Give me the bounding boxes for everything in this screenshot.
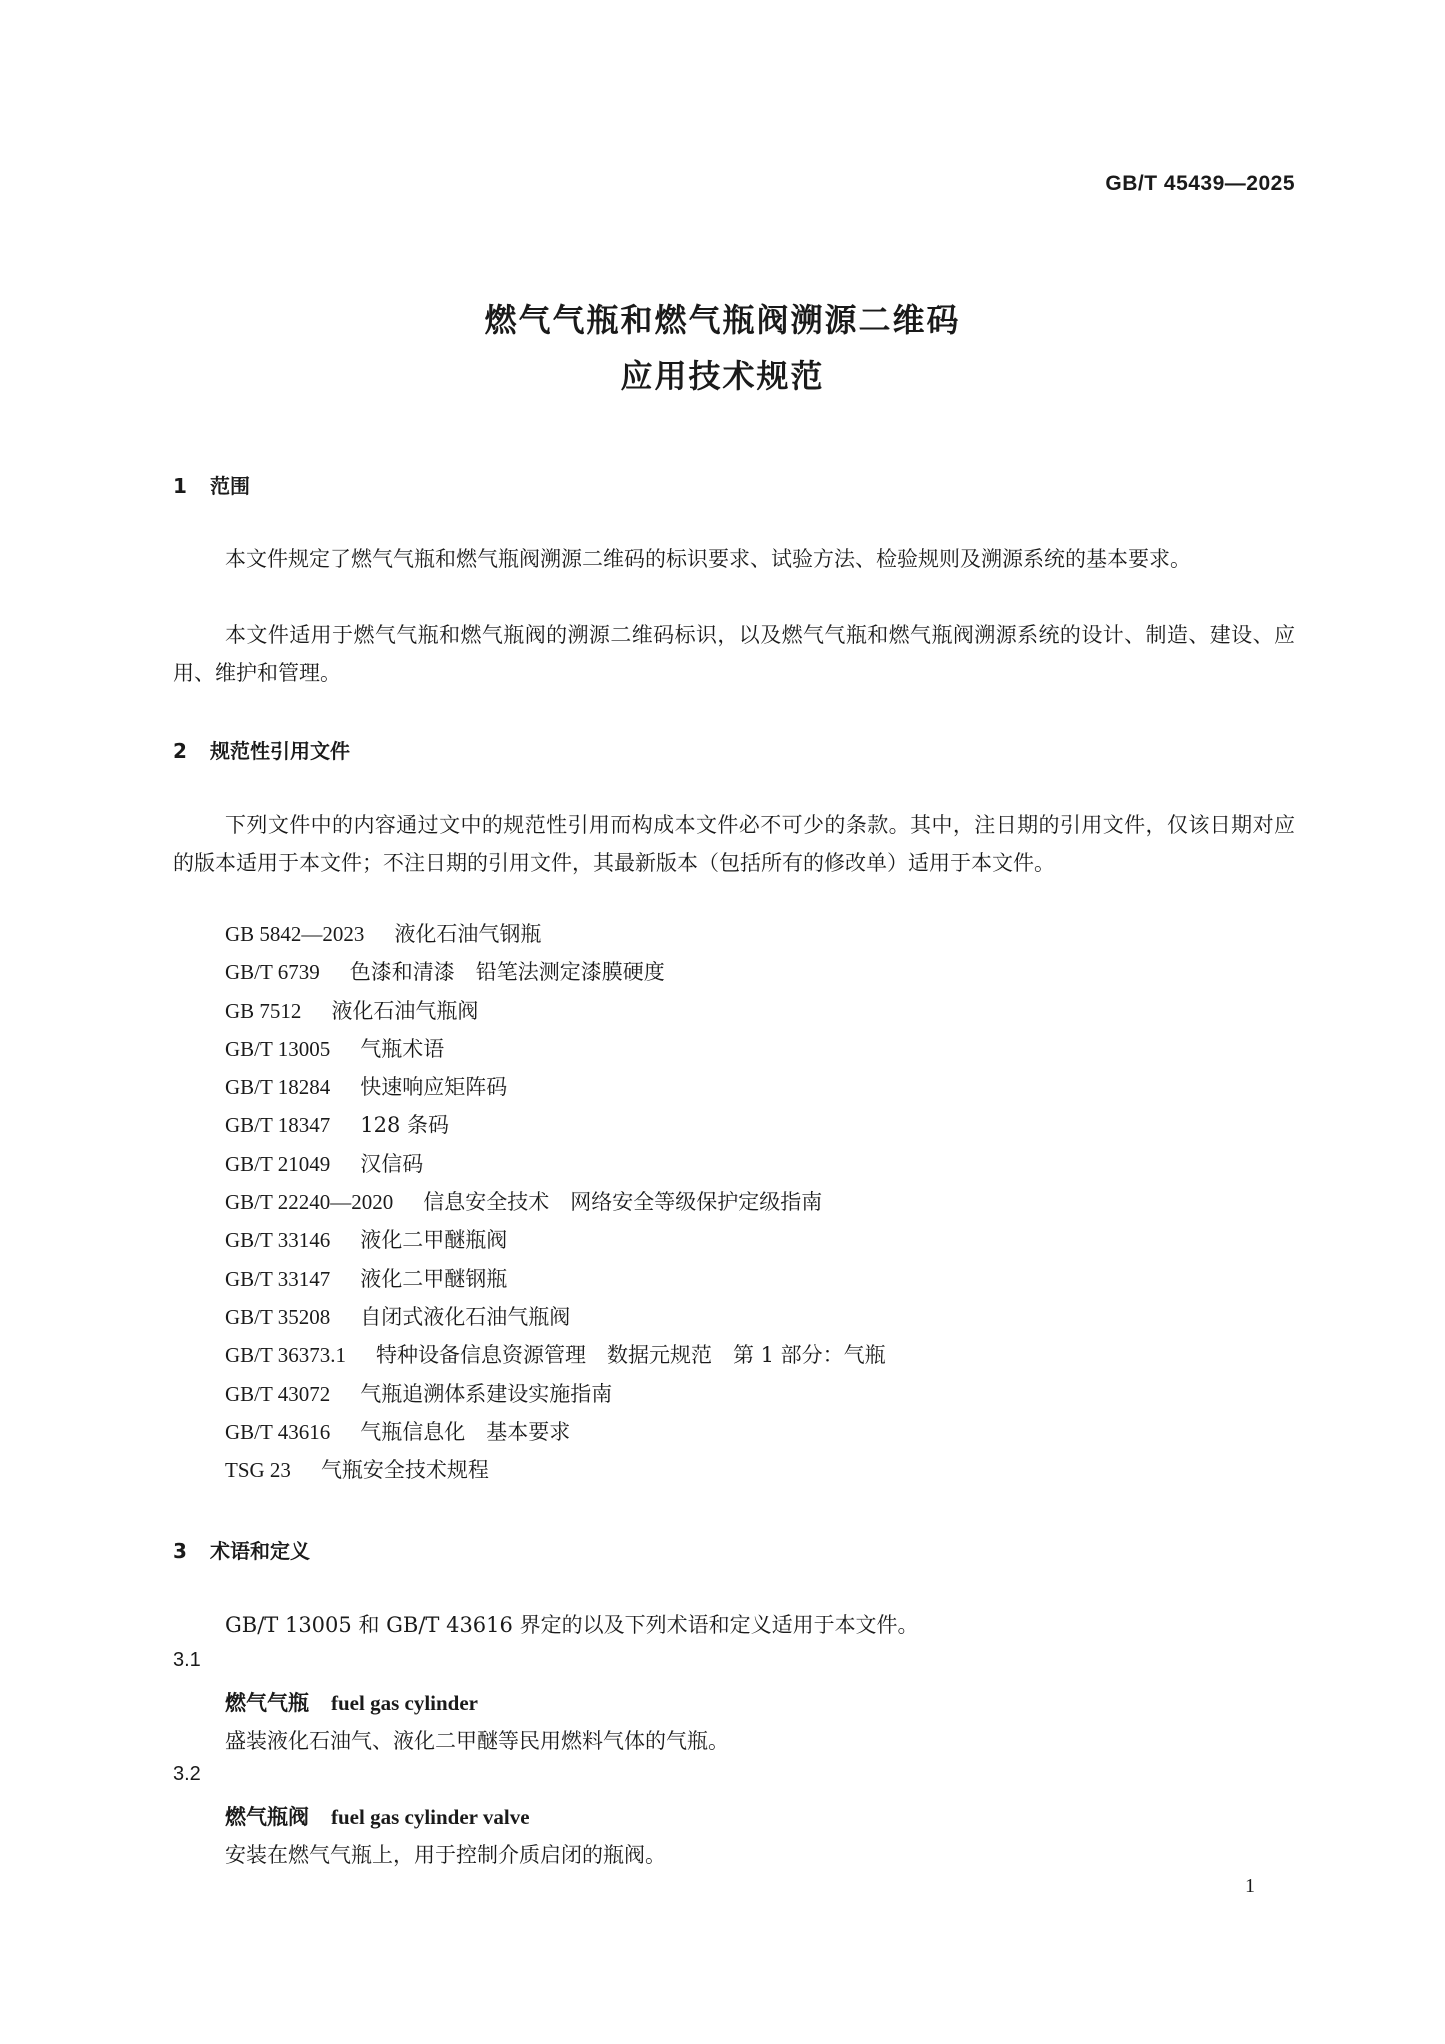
reference-code: GB/T 35208	[225, 1304, 331, 1329]
reference-title: 气瓶术语	[360, 1036, 445, 1061]
reference-item	[225, 1106, 886, 1144]
reference-item	[225, 1030, 886, 1068]
reference-title: 液化二甲醚钢瓶	[360, 1266, 508, 1291]
reference-title: 128 条码	[360, 1113, 449, 1138]
section-2-paragraph-1: 下列文件中的内容通过文中的规范性引用而构成本文件必不可少的条款。其中，注日期的引用文件，仅该日期对应的版本适用于本文件；不注日期的引用文件，其最新版本（包括所有的修改单）适用于本文件。	[173, 813, 1295, 875]
reference-item	[225, 1375, 886, 1413]
reference-title: 快速响应矩阵码	[360, 1075, 508, 1100]
reference-code: GB/T 43072	[225, 1381, 331, 1406]
page-number: 1	[1245, 1875, 1255, 1897]
section-number: 2	[173, 739, 187, 763]
reference-code: GB/T 33147	[225, 1266, 331, 1291]
reference-item	[225, 1221, 886, 1259]
term-number: 3.1	[173, 1649, 201, 1671]
reference-code: GB/T 18284	[225, 1075, 331, 1100]
reference-item	[225, 1145, 886, 1183]
reference-title: 气瓶信息化 基本要求	[360, 1419, 571, 1444]
reference-item	[225, 1413, 886, 1451]
reference-code: GB/T 6739	[225, 960, 320, 985]
reference-item	[225, 953, 886, 991]
term-definition: 盛装液化石油气、液化二甲醚等民用燃料气体的气瓶。	[225, 1729, 729, 1753]
reference-code: GB/T 13005	[225, 1036, 331, 1061]
reference-title: 液化石油气瓶阀	[331, 998, 479, 1023]
term-name	[225, 1801, 530, 1831]
reference-title: 特种设备信息资源管理 数据元规范 第 1 部分：气瓶	[375, 1343, 886, 1368]
title-line-1: 燃气气瓶和燃气瓶阀溯源二维码	[484, 301, 961, 339]
reference-title: 汉信码	[360, 1151, 424, 1176]
section-1-heading	[173, 470, 250, 499]
section-number: 1	[173, 474, 187, 498]
section-3-paragraph-1: GB/T 13005 和 GB/T 43616 界定的以及下列术语和定义适用于本文件。	[225, 1613, 919, 1637]
reference-item	[225, 1260, 886, 1298]
reference-title: 气瓶安全技术规程	[320, 1458, 489, 1483]
reference-item	[225, 1451, 886, 1489]
normative-references-list	[225, 915, 886, 1489]
section-title: 规范性引用文件	[210, 739, 350, 763]
reference-title: 色漆和清漆 铅笔法测定漆膜硬度	[349, 960, 665, 985]
reference-item	[225, 915, 886, 953]
reference-code: GB/T 21049	[225, 1151, 331, 1176]
section-2-heading	[173, 735, 350, 764]
term-number: 3.2	[173, 1763, 201, 1785]
section-title: 范围	[210, 474, 250, 498]
section-1-paragraph-2: 本文件适用于燃气气瓶和燃气瓶阀的溯源二维码标识，以及燃气气瓶和燃气瓶阀溯源系统的设计、制造、建设、应用、维护和管理。	[173, 623, 1295, 685]
term-definition: 安装在燃气气瓶上，用于控制介质启闭的瓶阀。	[225, 1843, 666, 1867]
reference-title: 液化石油气钢瓶	[394, 922, 542, 946]
reference-code: GB/T 22240—2020	[225, 1190, 394, 1215]
section-1-paragraph-1: 本文件规定了燃气气瓶和燃气瓶阀溯源二维码的标识要求、试验方法、检验规则及溯源系统的基本要求。	[225, 547, 1191, 571]
reference-item	[225, 1183, 886, 1221]
reference-code: GB/T 33146	[225, 1228, 331, 1253]
reference-title: 自闭式液化石油气瓶阀	[360, 1304, 571, 1329]
title-line-2: 应用技术规范	[620, 357, 825, 395]
reference-item	[225, 1298, 886, 1336]
reference-item	[225, 1068, 886, 1106]
section-title: 术语和定义	[210, 1539, 310, 1563]
standard-code: GB/T 45439—2025	[1105, 172, 1295, 195]
reference-title: 信息安全技术 网络安全等级保护定级指南	[423, 1190, 823, 1215]
reference-item	[225, 992, 886, 1030]
term-name-en: fuel gas cylinder valve	[331, 1805, 530, 1829]
term-name-cn: 燃气气瓶	[225, 1690, 309, 1715]
section-number: 3	[173, 1539, 187, 1563]
term-name	[225, 1687, 478, 1717]
reference-title: 气瓶追溯体系建设实施指南	[360, 1381, 613, 1406]
reference-code: GB/T 18347	[225, 1113, 331, 1138]
reference-code: GB/T 43616	[225, 1419, 331, 1444]
document-title	[0, 292, 1445, 404]
reference-code: GB/T 36373.1	[225, 1343, 346, 1368]
reference-code: TSG 23	[225, 1458, 291, 1483]
section-3-heading	[173, 1535, 310, 1564]
term-name-en: fuel gas cylinder	[331, 1691, 478, 1715]
term-name-cn: 燃气瓶阀	[225, 1804, 309, 1829]
reference-code: GB 5842—2023	[225, 922, 365, 946]
reference-title: 液化二甲醚瓶阀	[360, 1228, 508, 1253]
reference-code: GB 7512	[225, 998, 302, 1023]
reference-item	[225, 1336, 886, 1374]
